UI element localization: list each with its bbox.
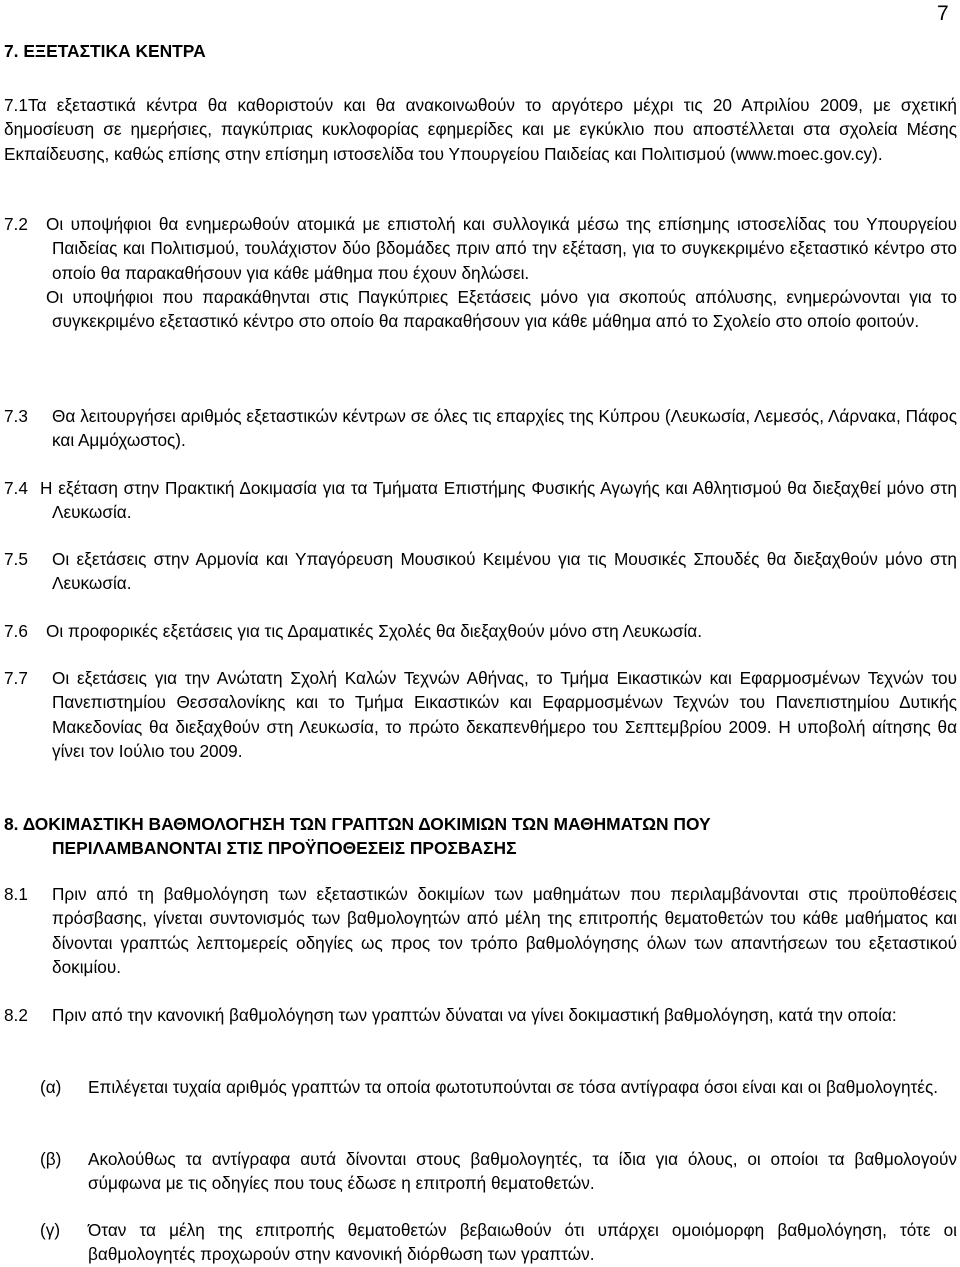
paragraph-number: 8.1 [4,884,28,904]
section-8-heading [4,812,711,861]
section-8-heading-line-2: ΠΕΡΙΛΑΜΒΑΝΟΝΤΑΙ ΣΤΙΣ ΠΡΟΫΠΟΘΕΣΕΙΣ ΠΡΟΣΒΑΣΗΣ [52,838,517,859]
list-item-label: (γ) [40,1220,61,1240]
paragraph-text: Οι εξετάσεις στην Αρμονία και Υπαγόρευση Μουσικού Κειμένου για τις Μουσικές Σπουδές θα διεξαχθούν μόνο στη Λευκωσία. [52,549,957,594]
paragraph-text-continued: Οι υποψήφιοι που παρακάθηνται στις Παγκύπριες Εξετάσεις μόνο για σκοπούς απόλυσης, ενημερώνονται για το συγκεκριμένο εξεταστικό κέντρο στο οποίο θα παρακαθήσουν για κάθε μάθημα από το Σχολείο στο οποίο φοιτούν. [46,286,957,332]
list-item-b [40,1147,957,1196]
paragraph-number: 8.2 [4,1005,28,1025]
list-item-text: Ακολούθως τα αντίγραφα αυτά δίνονται στους βαθμολογητές, τα ίδια για όλους, οι οποίοι τα βαθμολογούν σύμφωνα με τις οδηγίες που τους έδωσε η επιτροπή θεματοθετών. [88,1149,957,1194]
paragraph-text: Η εξέταση στην Πρακτική Δοκιμασία για τα Τμήματα Επιστήμης Φυσικής Αγωγής και Αθλητισμού θα διεξαχθεί μόνο στη Λευκωσία. [40,478,957,523]
paragraph-8-1 [4,882,957,979]
paragraph-number: 7.3 [4,406,28,426]
page-number: 7 [937,2,949,25]
paragraph-text: Τα εξεταστικά κέντρα θα καθοριστούν και θα ανακοινωθούν το αργότερο μέχρι τις 20 Απριλίου 2009, με σχετική δημοσίευση σε ημερήσιες, παγκύπριας κυκλοφορίας εφημερίδες και με εγκύκλιο που αποστέλλεται στα σχολεία Μέσης Εκπαίδευσης, καθώς επίσης στην επίσημη ιστοσελίδα του Υπουργείου Παιδείας και Πολιτισμού (www.moec.gov.cy). [4,95,957,164]
paragraph-text: Οι υποψήφιοι θα ενημερωθούν ατομικά με επιστολή και συλλογικά μέσω της επίσημης ιστοσελίδας του Υπουργείου Παιδείας και Πολιτισμού, τουλάχιστον δύο βδομάδες πριν από την εξέταση, για το συγκεκριμένο εξεταστικό κέντρο στο οποίο θα παρακαθήσουν για κάθε μάθημα που έχουν δηλώσει. [46,214,957,283]
section-7-heading: 7. ΕΞΕΤΑΣΤΙΚΑ ΚΕΝΤΡΑ [4,41,206,61]
paragraph-7-7 [4,666,957,763]
list-item-label: (α) [40,1077,62,1097]
list-item-c [40,1218,957,1267]
list-item-label: (β) [40,1149,62,1169]
paragraph-8-2 [4,1003,957,1027]
paragraph-number: 7.7 [4,668,28,688]
paragraph-text: Οι προφορικές εξετάσεις για τις Δραματικές Σχολές θα διεξαχθούν μόνο στη Λευκωσία. [46,621,703,641]
paragraph-number: 7.4 [4,478,28,498]
paragraph-7-3 [4,404,957,453]
paragraph-text: Θα λειτουργήσει αριθμός εξεταστικών κέντρων σε όλες τις επαρχίες της Κύπρου (Λευκωσία, Λεμεσός, Λάρνακα, Πάφος και Αμμόχωστος). [52,406,957,451]
paragraph-number: 7.5 [4,549,28,569]
paragraph-text: Πριν από τη βαθμολόγηση των εξεταστικών δοκιμίων των μαθημάτων που περιλαμβάνονται στις προϋποθέσεις πρόσβασης, γίνεται συντονισμός των βαθμολογητών από μέλη της επιτροπής θεματοθετών του κάθε μαθήματος και δίνονται γραπτώς λεπτομερείς οδηγίες ως προς τον τρόπο βαθμολόγησης όλων των απαντήσεων του εξεταστικού δοκιμίου. [52,884,957,977]
list-item-text: Όταν τα μέλη της επιτροπής θεματοθετών βεβαιωθούν ότι υπάρχει ομοιόμορφη βαθμολόγηση, τότε οι βαθμολογητές προχωρούν στην κανονική διόρθωση των γραπτών. [88,1220,957,1265]
list-item-text: Επιλέγεται τυχαία αριθμός γραπτών τα οποία φωτοτυπούνται σε τόσα αντίγραφα όσοι είναι και οι βαθμολογητές. [88,1077,939,1097]
paragraph-number: 7.1 [4,95,28,115]
paragraph-7-5 [4,547,957,596]
paragraph-7-4 [4,476,957,525]
list-item-a [40,1075,957,1099]
paragraph-7-2 [4,212,957,333]
paragraph-text: Οι εξετάσεις για την Ανώτατη Σχολή Καλών Τεχνών Αθήνας, το Τμήμα Εικαστικών και Εφαρμοσμένων Τεχνών του Πανεπιστημίου Θεσσαλονίκης και το Τμήμα Εικαστικών και Εφαρμοσμένων Τεχνών του Πανεπιστημίου Δυτικής Μακεδονίας θα διεξαχθούν στη Λευκωσία, το πρώτο δεκαπενθήμερο του Σεπτεμβρίου 2009. Η υποβολή αίτησης θα γίνει τον Ιούλιο του 2009. [52,668,957,761]
paragraph-number: 7.6 [4,621,28,641]
paragraph-number: 7.2 [4,214,28,234]
section-8-heading-line-1: 8. ΔΟΚΙΜΑΣΤΙΚΗ ΒΑΘΜΟΛΟΓΗΣΗ ΤΩΝ ΓΡΑΠΤΩΝ ΔΟΚΙΜΙΩΝ ΤΩΝ ΜΑΘΗΜΑΤΩΝ ΠΟΥ [4,814,711,834]
paragraph-7-1 [4,93,957,166]
paragraph-7-6 [4,619,957,643]
paragraph-text: Πριν από την κανονική βαθμολόγηση των γραπτών δύναται να γίνει δοκιμαστική βαθμολόγηση, κατά την οποία: [52,1005,897,1025]
